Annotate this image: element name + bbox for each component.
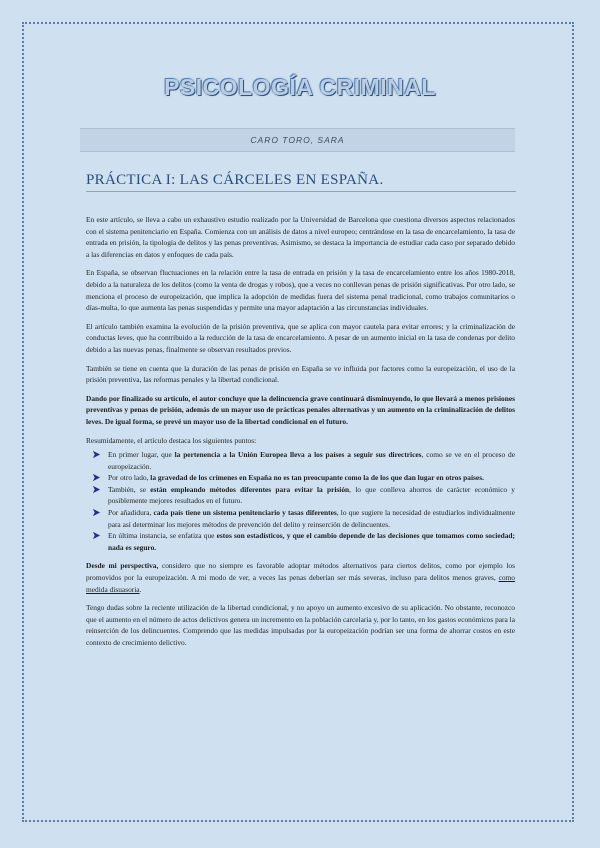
list-item: Por añadidura, cada país tiene un sistema penitenciario y tasas diferentes, lo que sugiere la necesidad de estudiarlos individualmente para así determinar los mejores métodos de prevención del delito y reinserción de delincuentes. — [108, 507, 515, 530]
arrow-bullet-icon — [92, 473, 101, 482]
document-title: PSICOLOGÍA CRIMINAL — [164, 74, 436, 100]
paragraph-duration: También se tiene en cuenta que la duración de las penas de prisión en España se ve influida por factores como la europeización, el uso de la prisión preventiva, las reformas penales y la libertad condicional. — [86, 363, 515, 385]
arrow-bullet-icon — [92, 485, 101, 494]
paragraph-spain: En España, se observan fluctuaciones en la relación entre la tasa de entrada en prisión y la tasa de encarcelamiento entre los años 1980-2018, debido a la naturaleza de los delitos (como la venta de drogas y robos), que a veces no conllevan penas de prisión significativas. Por otro lado, se menciona el proceso de europeización, que implica la adopción de medidas fuera del sistema penal tradicional, como trabajos comunitarios o días-multa, lo que aumenta las penas suspendidas y permite una mayor adaptación a las circunstancias individuales. — [86, 268, 515, 313]
author-bar: CARO TORO, SARA — [80, 128, 515, 152]
paragraph-conclusion: Dando por finalizado su artículo, el autor concluye que la delincuencia grave continuará disminuyendo, lo que llevará a menos prisiones preventivas y penas de prisión, además de un mayor uso de prácticas penales alternativas y un aumento en la criminalización de delitos leves. De igual forma, se prevé un mayor uso de la libertad condicional en el futuro. — [86, 393, 515, 426]
paragraph-doubts: Tengo dudas sobre la reciente utilización de la libertad condicional, y no apoyo un aumento excesivo de su aplicación. No obstante, reconozco que el aumento en el número de actos delictivos genera un incremento en la población carcelaria y, por lo tanto, en los gastos económicos para la reinserción de los delincuentes. Comprendo que las medidas impulsadas por la europeización podrían ser una forma de ahorrar costos en este contexto de crecimiento delictivo. — [86, 603, 515, 647]
arrow-bullet-icon — [92, 508, 101, 517]
list-item: En primer lugar, que la pertenencia a la Unión Europea lleva a los países a seguir sus directrices, como se ve en el proceso de europeización. — [108, 449, 515, 472]
summary-list — [86, 449, 515, 553]
list-item: En última instancia, se enfatiza que estos son estadísticos, y que el cambio depende de las decisiones que tomamos como sociedad; nada es seguro. — [108, 530, 515, 553]
paragraph-preventive: El artículo también examina la evolución de la prisión preventiva, que se aplica con mayor cautela para evitar errores; y la criminalización de conductas leves, que ha contribuido a la reducción de la tasa de encarcelamiento. A pesar de un aumento inicial en la tasa de condenas por delito debido a las nuevas penas, finalmente se observan resultados previos. — [86, 321, 515, 354]
list-item: También, se están empleando métodos diferentes para evitar la prisión, lo que conlleva ahorros de carácter económico y posiblemente mejores resultados en el futuro. — [108, 484, 515, 507]
arrow-bullet-icon — [92, 531, 101, 540]
paragraph-opinion: Desde mi perspectiva, considero que no siempre es favorable adoptar métodos alternativos para ciertos delitos, como por ejemplo los promovidos por la europeización. A mi modo de ver, a veces las penas deberían ser más severas, incluso para delitos menos graves, como medida disuasoria. — [86, 561, 515, 594]
document-body — [86, 214, 515, 656]
paragraph-intro: En este artículo, se lleva a cabo un exhaustivo estudio realizado por la Universidad de Barcelona que cuestiona diversos aspectos relacionados con el sistema penitenciario en España. Comienza con un análisis de datos a nivel europeo; centrándose en la tasa de encarcelamiento, la tasa de entrada en prisión, la tipología de delitos y las penas preventivas. Asimismo, se destaca la importancia de estudiar cada caso por separado debido a las diferencias en datos y enfoques de cada país. — [86, 215, 515, 259]
paragraph-summary-intro: Resumidamente, el artículo destaca los siguientes puntos: — [86, 435, 257, 445]
list-item: Por otro lado, la gravedad de los crímenes en España no es tan preocupante como la de los que dan lugar en otros países. — [108, 472, 515, 484]
arrow-bullet-icon — [92, 450, 101, 459]
practice-title: PRÁCTICA I: LAS CÁRCELES EN ESPAÑA. — [86, 172, 516, 192]
